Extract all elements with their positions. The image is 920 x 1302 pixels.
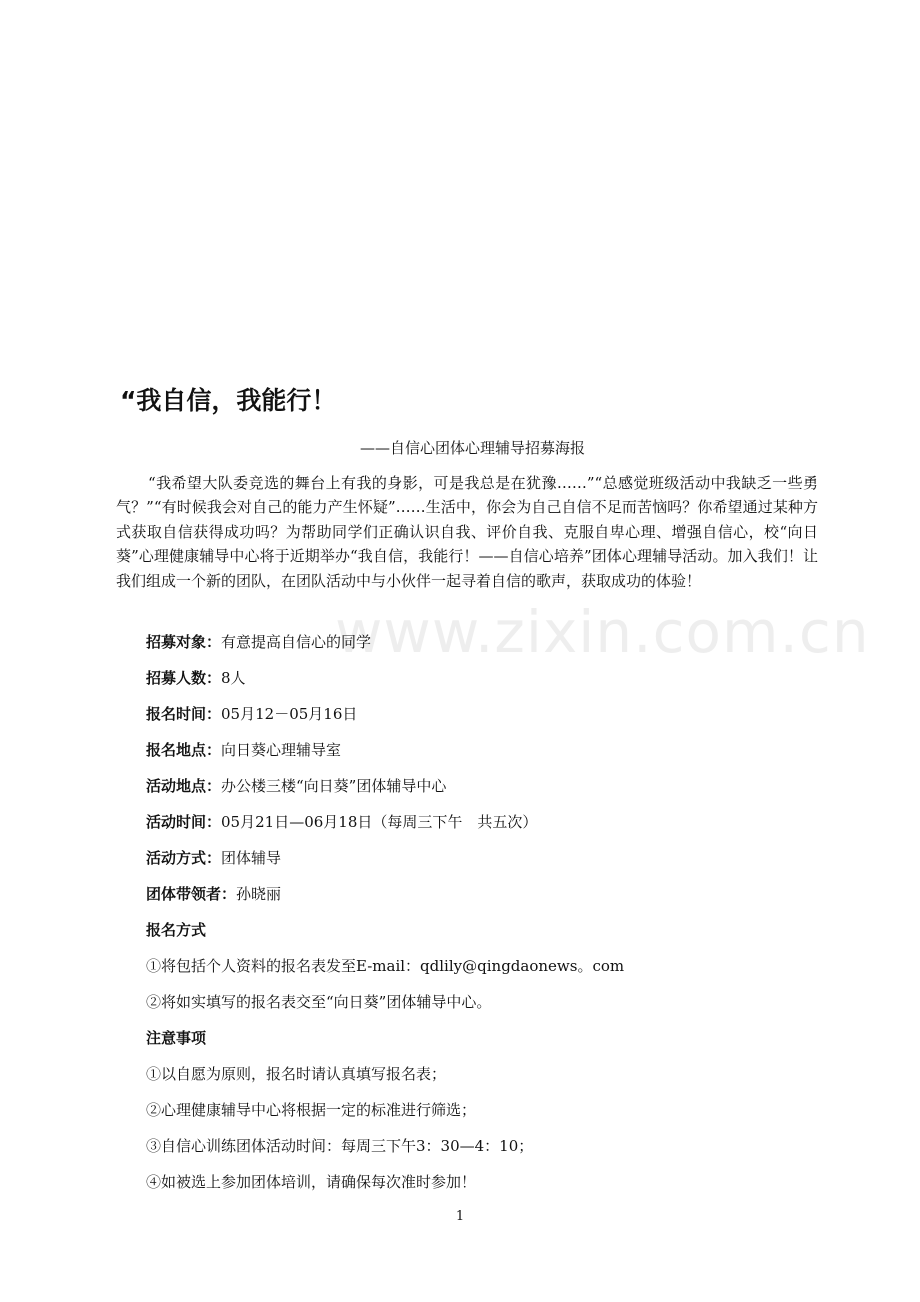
notes-item: ④如被选上参加团体培训，请确保每次准时参加！ xyxy=(146,1173,477,1191)
notes-item: ②心理健康辅导中心将根据一定的标准进行筛选； xyxy=(146,1101,477,1119)
signup-item: ②将如实填写的报名表交至“向日葵”团体辅导中心。 xyxy=(146,993,492,1011)
signup-item: ①将包括个人资料的报名表发至E-mail：qdlily@qingdaonews。com xyxy=(146,957,625,975)
info-value: 05月21日—06月18日（每周三下午 共五次） xyxy=(221,813,538,831)
info-label: 招募对象： xyxy=(146,633,222,651)
info-label: 活动地点： xyxy=(146,777,222,795)
info-label: 报名地点： xyxy=(146,741,222,759)
info-label: 团体带领者： xyxy=(146,885,237,903)
info-row-activity-mode xyxy=(146,845,826,881)
info-section xyxy=(146,629,826,1205)
signup-heading: 报名方式 xyxy=(146,921,207,939)
info-row-signup-place xyxy=(146,737,826,773)
info-value: 孙晓丽 xyxy=(236,885,282,903)
watermark: www.zixin.com.cn xyxy=(335,598,870,666)
info-label: 招募人数： xyxy=(146,669,222,687)
page-subtitle: ——自信心团体心理辅导招募海报 xyxy=(360,439,586,457)
info-value: 向日葵心理辅导室 xyxy=(221,741,342,759)
info-value: 团体辅导 xyxy=(221,849,282,867)
info-row-recruit-count xyxy=(146,665,826,701)
info-label: 报名时间： xyxy=(146,705,222,723)
notes-item: ③自信心训练团体活动时间：每周三下午3：30—4：10； xyxy=(146,1137,534,1155)
notes-heading: 注意事项 xyxy=(146,1029,207,1047)
notes-item: ①以自愿为原则，报名时请认真填写报名表； xyxy=(146,1065,447,1083)
info-row-recruit-target xyxy=(146,629,826,665)
info-label: 活动方式： xyxy=(146,849,222,867)
info-value: 8人 xyxy=(221,669,246,687)
info-value: 05月12－05月16日 xyxy=(221,705,358,723)
page-title: “我自信，我能行！ xyxy=(120,386,337,415)
intro-paragraph: “我希望大队委竞选的舞台上有我的身影，可是我总是在犹豫……”“总感觉班级活动中我缺乏一些勇气？”“有时候我会对自己的能力产生怀疑”……生活中，你会为自己自信不足而苦恼吗？你希望通过某种方式获取自信获得成功吗？为帮助同学们正确认识自我、评价自我、克服自卑心理、增强自信心，校“向日葵”心理健康辅导中心将于近期举办“我自信，我能行！——自信心培养”团体心理辅导活动。加入我们！让我们组成一个新的团队，在团队活动中与小伙伴一起寻着自信的歌声，获取成功的体验！ xyxy=(116,474,818,590)
info-label: 活动时间： xyxy=(146,813,222,831)
info-row-activity-place xyxy=(146,773,826,809)
page-number: 1 xyxy=(455,1209,465,1224)
info-value: 办公楼三楼“向日葵”团体辅导中心 xyxy=(221,777,447,795)
info-value: 有意提高自信心的同学 xyxy=(221,633,372,651)
info-row-signup-time xyxy=(146,701,826,737)
info-row-activity-time xyxy=(146,809,826,845)
info-row-group-leader xyxy=(146,881,826,917)
